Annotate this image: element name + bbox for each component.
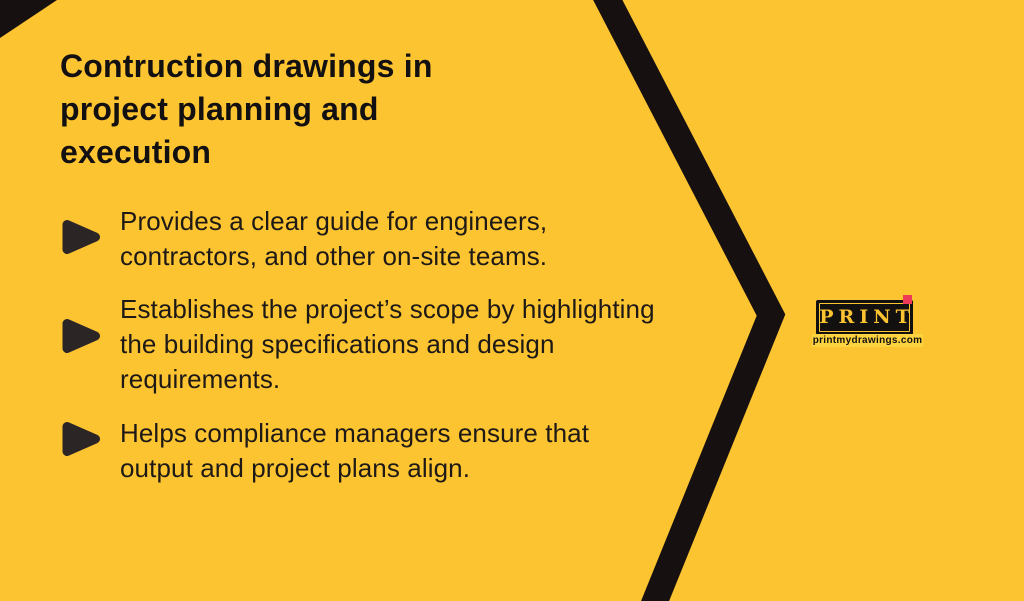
logo-box xyxy=(816,300,913,335)
bullet-text-line: contractors, and other on-site teams. xyxy=(120,241,548,271)
page-title-line: execution xyxy=(60,134,212,170)
play-triangle-icon xyxy=(62,219,102,255)
page-title-line: Contruction drawings in xyxy=(60,48,433,84)
bullet-text-line: the building specifications and design xyxy=(120,329,555,359)
logo-website-strip xyxy=(812,334,923,347)
page-title-line: project planning and xyxy=(60,91,379,127)
logo-accent-square-icon xyxy=(903,295,912,304)
brand-logo xyxy=(812,295,924,347)
play-triangle-icon xyxy=(62,421,102,457)
bullet-text-line: requirements. xyxy=(120,364,281,394)
play-triangle-icon xyxy=(62,318,102,354)
page-title xyxy=(60,45,580,174)
bullet-item xyxy=(120,416,780,486)
bullet-item xyxy=(120,204,780,274)
logo-website: printmydrawings.com xyxy=(812,334,923,346)
bullet-text-line: Provides a clear guide for engineers, xyxy=(120,206,548,236)
bullet-item xyxy=(120,292,780,397)
bullet-text-line: output and project plans align. xyxy=(120,453,471,483)
bullet-text-line: Helps compliance managers ensure that xyxy=(120,418,590,448)
logo-wordmark: PRINT xyxy=(819,306,915,328)
bullet-text-line: Establishes the project’s scope by highlighting xyxy=(120,294,655,324)
corner-triangle-icon xyxy=(0,0,57,38)
